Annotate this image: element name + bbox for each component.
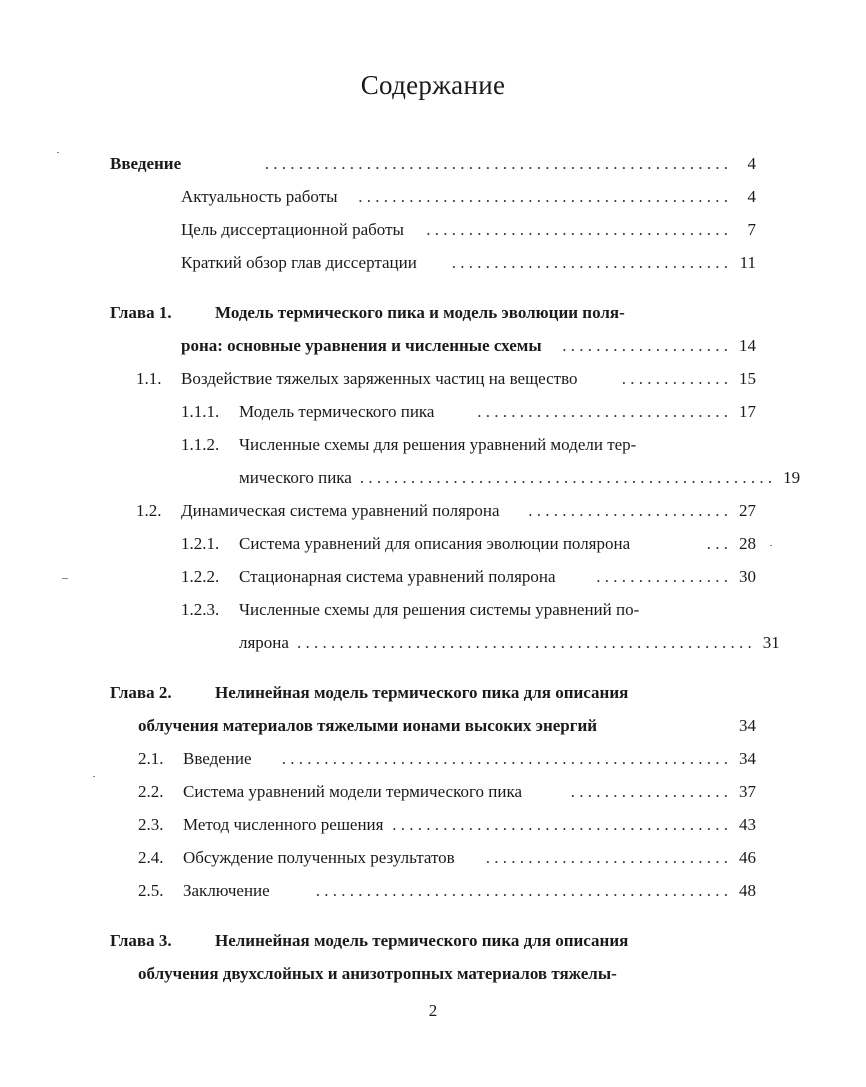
dot-leader: . . . . . . . . . . . . . . . . <box>596 567 728 586</box>
section-number: 1.2. <box>136 501 162 520</box>
dot-leader: . . . . . . . . . . . . . . . . . . . . . . . . <box>528 501 728 520</box>
toc-label: Введение <box>110 154 182 173</box>
section-number: 2.2. <box>138 782 164 801</box>
section-number: 1.2.2. <box>181 567 220 586</box>
toc-section-1-1-2-heading[interactable] <box>181 435 756 459</box>
dot-leader: . . . . . . . . . . . . . . . . . . . . . . . . . . . . . <box>485 848 728 867</box>
toc-label: Стационарная система уравнений полярона <box>239 567 556 586</box>
toc-chapter-3-heading[interactable] <box>110 931 756 955</box>
scan-speck <box>770 545 772 546</box>
toc-section-1-2[interactable] <box>136 501 756 525</box>
chapter-title-line: Модель термического пика и модель эволюции поля- <box>215 303 625 322</box>
toc-section-1-2-3-heading[interactable] <box>181 600 756 624</box>
chapter-number: Глава 2. <box>110 683 172 702</box>
toc-page: 4 <box>747 187 756 206</box>
toc-section-1-1-2[interactable] <box>239 468 801 492</box>
toc-label: Численные схемы для решения системы уравнений по- <box>239 600 640 619</box>
toc-page: 31 <box>762 633 780 652</box>
page-number: 2 <box>428 1001 438 1020</box>
dot-leader: . . . . . . . . . . . . . . . . . . . . <box>562 336 728 355</box>
toc-label: Воздействие тяжелых заряженных частиц на вещество <box>181 369 578 388</box>
toc-entry-intro[interactable] <box>110 154 756 178</box>
toc-chapter-1-heading[interactable] <box>110 303 756 327</box>
scan-speck <box>57 152 59 153</box>
scan-speck <box>62 578 68 579</box>
toc-chapter-3-line-2[interactable] <box>138 964 756 988</box>
dot-leader: . . . <box>706 534 728 553</box>
dot-leader: . . . . . . . . . . . . . <box>621 369 728 388</box>
toc-label: Модель термического пика <box>239 402 435 421</box>
toc-label: лярона <box>239 633 289 652</box>
dot-leader: . . . . . . . . . . . . . . . . . . . . . . . . . . . . . . <box>477 402 728 421</box>
toc-page: 19 <box>783 468 801 487</box>
toc-section-1-1[interactable] <box>136 369 756 393</box>
toc-chapter-2[interactable] <box>138 716 756 740</box>
toc-label: Метод численного решения <box>183 815 384 834</box>
section-number: 2.3. <box>138 815 164 834</box>
toc-page: 43 <box>739 815 756 834</box>
toc-section-1-2-1[interactable] <box>181 534 756 558</box>
toc-label: Система уравнений для описания эволюции полярона <box>239 534 631 553</box>
section-number: 2.1. <box>138 749 164 768</box>
toc-label: мического пика <box>239 468 352 487</box>
dot-leader: . . . . . . . . . . . . . . . . . . . . . . . . . . . . . . . . . . . . . . . . . . . . . . . . . <box>315 881 728 900</box>
chapter-title-line: рона: основные уравнения и численные схемы <box>181 336 542 355</box>
toc-page: 34 <box>739 716 756 735</box>
toc-page: 37 <box>739 782 756 801</box>
dot-leader: . . . . . . . . . . . . . . . . . . . . . . . . . . . . . . . . . . . . . . . . . . . . . . . . . <box>359 468 773 487</box>
toc-label: Обсуждение полученных результатов <box>183 848 455 867</box>
toc-section-1-2-2[interactable] <box>181 567 756 591</box>
toc-label: Численные схемы для решения уравнений модели тер- <box>239 435 637 454</box>
toc-section-2-4[interactable] <box>138 848 756 872</box>
toc-page: 46 <box>739 848 756 867</box>
toc-page: 7 <box>747 220 756 239</box>
toc-page: 11 <box>739 253 756 272</box>
chapter-number: Глава 3. <box>110 931 172 950</box>
section-number: 1.2.1. <box>181 534 220 553</box>
scan-speck <box>93 776 95 777</box>
dot-leader: . . . . . . . . . . . . . . . . . . . . . . . . . . . . . . . . . . . . <box>426 220 728 239</box>
section-number: 2.4. <box>138 848 164 867</box>
section-number: 2.5. <box>138 881 164 900</box>
toc-page: 28 <box>739 534 756 553</box>
toc-label: Система уравнений модели термического пика <box>183 782 523 801</box>
toc-section-2-3[interactable] <box>138 815 756 839</box>
toc-label: Актуальность работы <box>181 187 338 206</box>
toc-label: Введение <box>183 749 252 768</box>
toc-page: 17 <box>739 402 756 421</box>
toc-section-1-1-1[interactable] <box>181 402 756 426</box>
section-number: 1.1. <box>136 369 162 388</box>
toc-label: Краткий обзор глав диссертации <box>181 253 417 272</box>
dot-leader: . . . . . . . . . . . . . . . . . . . . . . . . . . . . . . . . . . . . . . . . . . . . . . . . . . . . . <box>281 749 728 768</box>
toc-chapter-2-heading[interactable] <box>110 683 756 707</box>
toc-section-2-1[interactable] <box>138 749 756 773</box>
dot-leader: . . . . . . . . . . . . . . . . . . . <box>570 782 728 801</box>
toc-label: Цель диссертационной работы <box>181 220 404 239</box>
toc-entry-relevance[interactable] <box>181 187 756 211</box>
toc-label: Динамическая система уравнений полярона <box>181 501 500 520</box>
chapter-title-line: Нелинейная модель термического пика для описания <box>215 683 629 702</box>
dot-leader: . . . . . . . . . . . . . . . . . . . . . . . . . . . . . . . . . . . . . . . . . . . . . . . . . . . . . . . <box>264 154 728 173</box>
toc-page: 4 <box>747 154 756 173</box>
toc-label: Заключение <box>183 881 270 900</box>
toc-page: 48 <box>739 881 756 900</box>
toc-entry-overview[interactable] <box>181 253 756 277</box>
toc-page: 34 <box>739 749 756 768</box>
toc-chapter-1[interactable] <box>181 336 756 360</box>
chapter-number: Глава 1. <box>110 303 172 322</box>
toc-page: 14 <box>739 336 756 355</box>
section-number: 1.1.2. <box>181 435 220 454</box>
chapter-title-line: облучения материалов тяжелыми ионами высоких энергий <box>138 716 598 735</box>
toc-entry-goal[interactable] <box>181 220 756 244</box>
section-number: 1.2.3. <box>181 600 220 619</box>
toc-section-2-2[interactable] <box>138 782 756 806</box>
toc-page: 15 <box>739 369 756 388</box>
toc-page: 27 <box>739 501 756 520</box>
chapter-title-line: облучения двухслойных и анизотропных материалов тяжелы- <box>138 964 617 983</box>
dot-leader: . . . . . . . . . . . . . . . . . . . . . . . . . . . . . . . . . <box>451 253 728 272</box>
dot-leader: . . . . . . . . . . . . . . . . . . . . . . . . . . . . . . . . . . . . . . . . . . . . . . . . . . . . . . <box>296 633 752 652</box>
toc-page: 30 <box>739 567 756 586</box>
section-number: 1.1.1. <box>181 402 220 421</box>
dot-leader: . . . . . . . . . . . . . . . . . . . . . . . . . . . . . . . . . . . . . . . . <box>392 815 728 834</box>
chapter-title-line: Нелинейная модель термического пика для описания <box>215 931 629 950</box>
dot-leader: . . . . . . . . . . . . . . . . . . . . . . . . . . . . . . . . . . . . . . . . . . . . <box>358 187 728 206</box>
toc-section-1-2-3[interactable] <box>239 633 780 657</box>
page-title: Содержание <box>360 70 506 100</box>
toc-section-2-5[interactable] <box>138 881 756 905</box>
